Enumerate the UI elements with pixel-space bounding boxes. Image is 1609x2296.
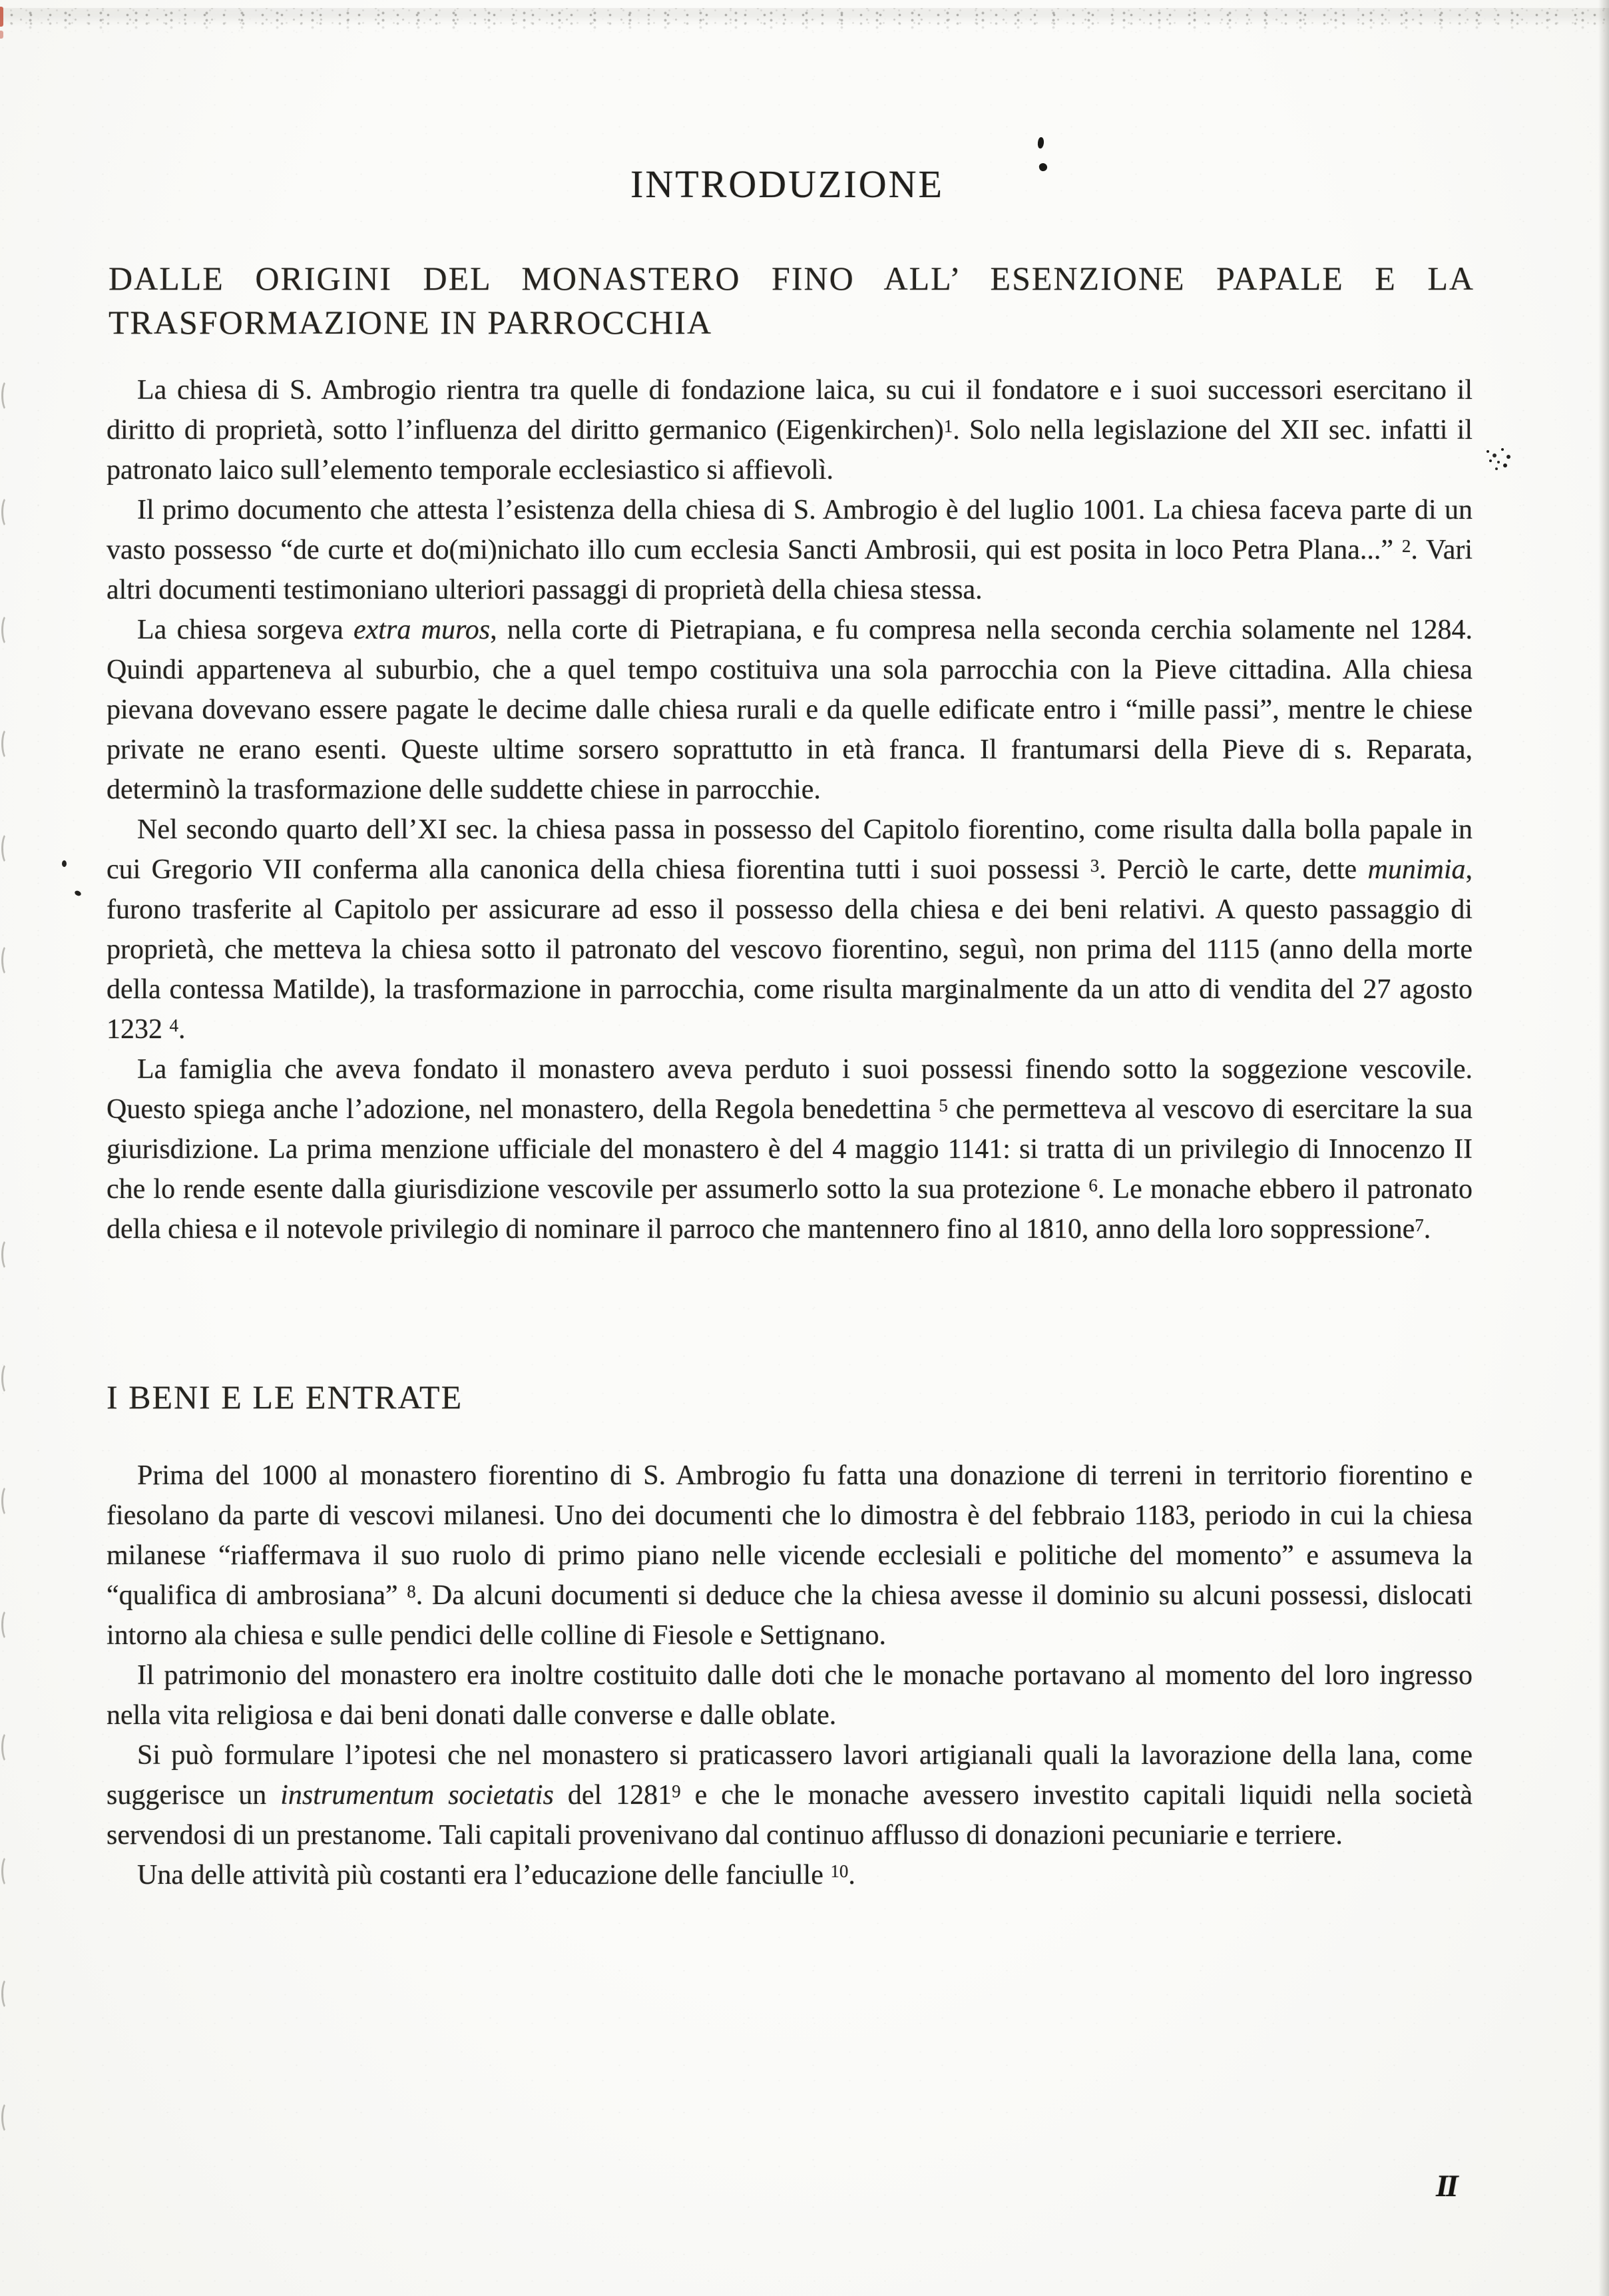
margin-arc-mark (1, 2102, 13, 2134)
section-origins-text (107, 370, 1473, 1249)
footnote-reference: 2 (1401, 536, 1411, 556)
footnote-reference: 10 (830, 1861, 849, 1881)
scanner-noise-band (0, 8, 1609, 33)
margin-scribble-mark (1487, 450, 1489, 453)
text-run: Si può formulare l’ipotesi che nel monastero si praticassero lavori artigianali quali la lavorazione della lana, come suggerisce un (107, 1740, 1473, 1811)
text-run: . Vari altri documenti testimoniano ulteriori passaggi di proprietà della chiesa stessa. (107, 535, 1473, 605)
paragraph (107, 1655, 1473, 1735)
paragraph (107, 490, 1473, 610)
text-run: , furono trasferite al Capitolo per assicurare ad esso il possesso della chiesa e dei beni relativi. A questo passaggio di proprietà, che metteva la chiesa sotto il patronato del vescovo fiorentino, seguì, non prima del 1115 (anno della morte della contessa Matilde), la trasformazione in parrocchia, come risulta marginalmente da un atto di vendita del 27 agosto 1232 (107, 854, 1473, 1045)
ink-speck (1037, 137, 1044, 149)
chapter-heading (109, 256, 1475, 344)
text-run: Una delle attività più costanti era l’educazione delle fanciulle (137, 1860, 831, 1890)
margin-arc-mark (1, 944, 13, 976)
red-edge-mark (0, 7, 3, 27)
text-run: . Le monache ebbero il patronato della chiesa e il notevole privilegio di nominare il parroco che mantennero fino al 1810, anno della loro soppressione (107, 1174, 1473, 1245)
paragraph (107, 1735, 1473, 1855)
text-run: La famiglia che aveva fondato il monastero aveva perduto i suoi possessi finendo sotto la soggezione vescovile. Questo spiega anche l’adozione, nel monastero, della Regola benedettina (107, 1054, 1473, 1125)
italic-term: munimia (1367, 854, 1466, 885)
text-run: Il primo documento che attesta l’esistenza della chiesa di S. Ambrogio è del luglio 1001. La chiesa faceva parte di un vasto possesso “de curte et do(mi)nichato illo cum ecclesia Sancti Ambrosii, qui est posita in loco Petra Plana...” (107, 495, 1473, 565)
section-beni-entrate-text (107, 1456, 1473, 1895)
margin-arc-mark (1, 832, 13, 864)
footnote-reference: 9 (672, 1781, 681, 1801)
italic-term: extra muros (353, 615, 491, 645)
text-run: Il patrimonio del monastero era inoltre costituito dalle doti che le monache portavano al momento del loro ingresso nella vita religiosa e dai beni donati dalle converse e dalle oblate. (107, 1660, 1473, 1731)
footnote-reference: 4 (169, 1015, 178, 1035)
margin-arc-mark (1, 614, 13, 646)
text-run: e che le monache avessero investito capitali liquidi nella società servendosi di un prestanome. Tali capitali provenivano dal continuo afflusso di donazioni pecuniarie e terriere. (107, 1780, 1473, 1851)
paragraph (107, 370, 1473, 490)
margin-arc-mark (1, 496, 13, 528)
text-run: . (178, 1014, 186, 1045)
margin-arc-mark (1, 1855, 13, 1887)
text-run: del 1281 (553, 1780, 672, 1811)
margin-arc-mark (1, 1362, 13, 1394)
page-title: INTRODUZIONE (630, 162, 944, 206)
page-edge-shadow (1598, 0, 1609, 2296)
margin-arc-mark (1, 1978, 13, 2010)
text-run: La chiesa di S. Ambrogio rientra tra quelle di fondazione laica, su cui il fondatore e i suoi successori esercitano il diritto di proprietà, sotto l’influenza del diritto germanico (Eigenkirchen) (107, 375, 1473, 445)
footnote-reference: 1 (943, 416, 953, 436)
paragraph (107, 610, 1473, 810)
margin-arc-mark (1, 1731, 13, 1763)
ink-speck (74, 890, 82, 897)
ink-speck (62, 860, 67, 867)
section-heading-beni-entrate: I BENI E LE ENTRATE (107, 1378, 463, 1416)
margin-arc-mark (1, 380, 13, 412)
text-run: . Solo nella legislazione del XII sec. infatti il patronato laico sull’elemento temporale ecclesiastico si affievolì. (107, 415, 1473, 485)
margin-arc-mark (1, 1239, 13, 1271)
chapter-heading-line-1: DALLE ORIGINI DEL MONASTERO FINO ALL’ ESENZIONE PAPALE E LA (109, 260, 1475, 297)
text-run: Prima del 1000 al monastero fiorentino di S. Ambrogio fu fatta una donazione di terreni in territorio fiorentino e fiesolano da parte di vescovi milanesi. Uno dei documenti che lo dimostra è del febbraio 1183, periodo in cui la chiesa milanese “riaffermava il suo ruolo di primo piano nelle vicende ecclesiali e politiche del momento” e assumeva la “qualifica di ambrosiana” (107, 1460, 1473, 1611)
text-run: . Da alcuni documenti si deduce che la chiesa avesse il dominio su alcuni possessi, dislocati intorno ala chiesa e sulle pendici delle colline di Fiesole e Settignano. (107, 1580, 1473, 1651)
paragraph (107, 1456, 1473, 1655)
text-run: . (848, 1860, 855, 1890)
margin-arc-mark (1, 728, 13, 760)
text-run: La chiesa sorgeva (137, 615, 354, 645)
text-run: Nel secondo quarto dell’XI sec. la chiesa passa in possesso del Capitolo fiorentino, come risulta dalla bolla papale in cui Gregorio VII conferma alla canonica della chiesa fiorentina tutti i suoi possessi (107, 814, 1473, 885)
footnote-reference: 7 (1415, 1215, 1424, 1235)
paragraph (107, 1049, 1473, 1249)
text-run: . (1423, 1214, 1431, 1245)
page-number: II (1436, 2169, 1457, 2203)
footnote-reference: 3 (1090, 856, 1100, 876)
footnote-reference: 8 (407, 1581, 416, 1601)
margin-arc-mark (1, 1485, 13, 1517)
italic-term: instrumentum societatis (280, 1780, 554, 1811)
chapter-heading-line-2: TRASFORMAZIONE IN PARROCCHIA (109, 304, 713, 341)
text-run: che permetteva al vescovo di esercitare la sua giurisdizione. La prima menzione ufficiale del monastero è del 4 maggio 1141: si tratta di un privilegio di Innocenzo II che lo rende esente dalla giurisdizione vescovile per assumerlo sotto la sua protezione (107, 1094, 1473, 1205)
text-run: . Perciò le carte, dette (1099, 854, 1368, 885)
paragraph (107, 1855, 1473, 1895)
paragraph (107, 810, 1473, 1049)
margin-arc-mark (1, 1609, 13, 1641)
text-run: , nella corte di Pietrapiana, e fu compresa nella seconda cerchia solamente nel 1284. Quindi apparteneva al suburbio, che a quel tempo costituiva una sola parrocchia con la Pieve cittadina. Alla chiesa pievana dovevano essere pagate le decime dalle chiesa rurali e da quelle edificate entro i “mille passi”, mentre le chiese private ne erano esenti. Queste ultime sorsero soprattutto in età franca. Il frantumarsi della Pieve di s. Reparata, determinò la trasformazione delle suddette chiese in parrocchie. (107, 615, 1473, 805)
page-body (107, 370, 1473, 1895)
footnote-reference: 5 (939, 1095, 948, 1115)
red-edge-mark-small (0, 31, 3, 39)
footnote-reference: 6 (1088, 1175, 1098, 1195)
